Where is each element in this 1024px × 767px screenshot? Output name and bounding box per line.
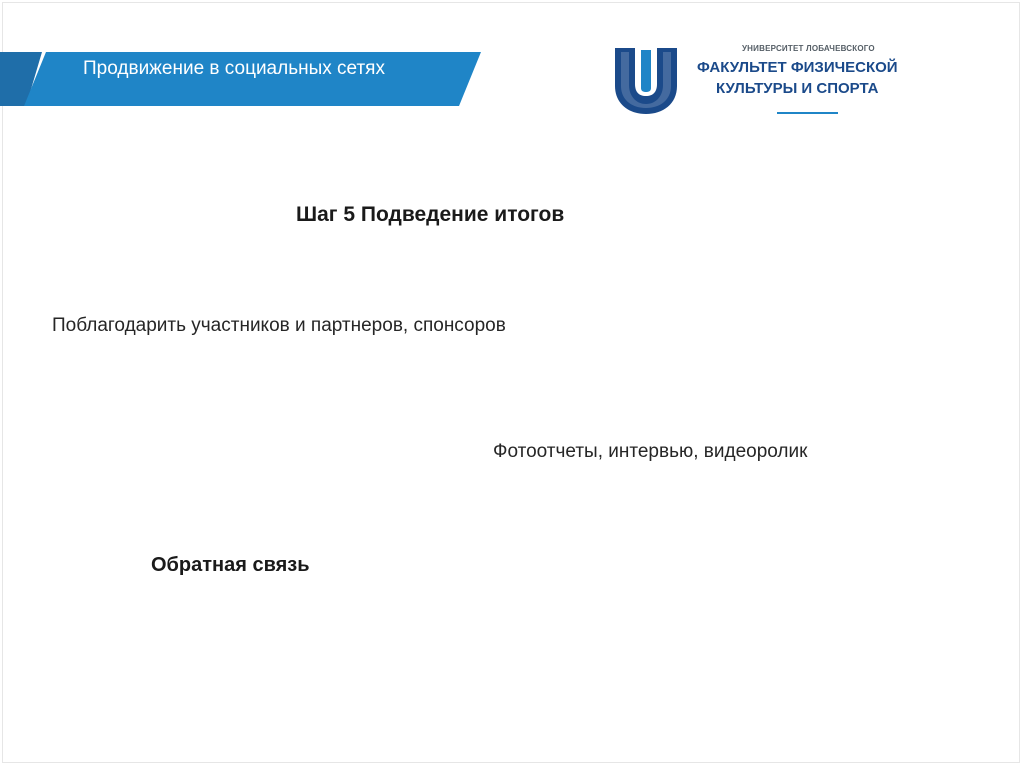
faculty-logo <box>613 44 923 120</box>
faculty-name-line2: КУЛЬТУРЫ И СПОРТА <box>716 80 879 97</box>
point-thank-participants: Поблагодарить участников и партнеров, спонсоров <box>52 315 506 336</box>
university-name: УНИВЕРСИТЕТ ЛОБАЧЕВСКОГО <box>742 44 875 53</box>
step-heading: Шаг 5 Подведение итогов <box>296 203 565 226</box>
faculty-name-line1: ФАКУЛЬТЕТ ФИЗИЧЕСКОЙ <box>697 59 898 76</box>
logo-underline <box>777 112 838 114</box>
university-u-shield-icon <box>613 44 679 114</box>
banner-title: Продвижение в социальных сетях <box>83 58 385 79</box>
point-feedback: Обратная связь <box>151 554 310 576</box>
point-photo-reports: Фотоотчеты, интервью, видеоролик <box>493 441 808 462</box>
